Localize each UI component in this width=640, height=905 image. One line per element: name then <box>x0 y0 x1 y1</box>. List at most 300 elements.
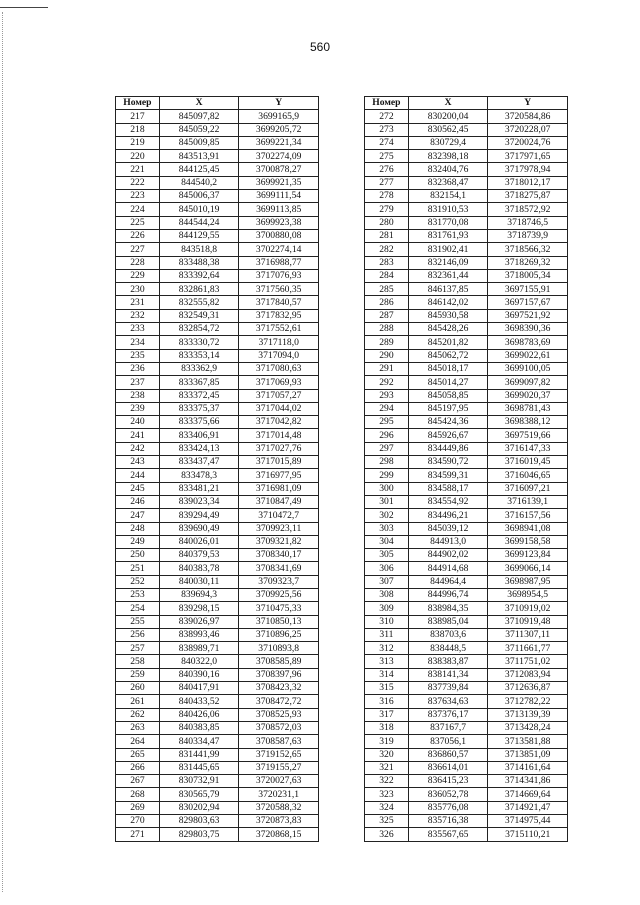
x-coordinate-cell: 839690,49 <box>159 522 239 535</box>
x-coordinate-cell: 832549,31 <box>159 309 239 322</box>
point-number-cell: 310 <box>365 615 409 628</box>
table-row <box>116 682 319 695</box>
y-coordinate-cell: 3717118,0 <box>239 336 319 349</box>
table-row <box>116 628 319 641</box>
table-row <box>365 376 568 389</box>
x-coordinate-cell: 831761,93 <box>408 229 488 242</box>
table-row <box>365 416 568 429</box>
point-number-cell: 257 <box>116 642 160 655</box>
x-coordinate-cell: 844540,2 <box>159 176 239 189</box>
x-coordinate-cell: 845009,85 <box>159 136 239 149</box>
table-row <box>116 522 319 535</box>
point-number-cell: 239 <box>116 402 160 415</box>
y-coordinate-cell: 3712636,87 <box>488 682 568 695</box>
table-row <box>365 123 568 136</box>
x-coordinate-cell: 840426,06 <box>159 708 239 721</box>
point-number-cell: 235 <box>116 349 160 362</box>
point-number-cell: 264 <box>116 735 160 748</box>
y-coordinate-cell: 3699921,35 <box>239 176 319 189</box>
table-row <box>116 389 319 402</box>
table-row <box>116 402 319 415</box>
x-coordinate-cell: 844913,0 <box>408 535 488 548</box>
y-coordinate-cell: 3710919,02 <box>488 602 568 615</box>
table-row <box>116 229 319 242</box>
y-coordinate-cell: 3699022,61 <box>488 349 568 362</box>
point-number-cell: 307 <box>365 575 409 588</box>
point-number-cell: 259 <box>116 668 160 681</box>
x-coordinate-cell: 845930,58 <box>408 309 488 322</box>
table-row <box>116 362 319 375</box>
y-coordinate-cell: 3720873,83 <box>239 815 319 828</box>
x-coordinate-cell: 839298,15 <box>159 602 239 615</box>
point-number-cell: 270 <box>116 815 160 828</box>
table-row <box>365 203 568 216</box>
table-row <box>365 695 568 708</box>
y-coordinate-cell: 3717076,93 <box>239 269 319 282</box>
table-row <box>365 549 568 562</box>
x-coordinate-cell: 838141,34 <box>408 668 488 681</box>
point-number-cell: 283 <box>365 256 409 269</box>
header-x: X <box>159 97 239 110</box>
y-coordinate-cell: 3709323,7 <box>239 575 319 588</box>
x-coordinate-cell: 834449,86 <box>408 442 488 455</box>
x-coordinate-cell: 830200,04 <box>408 110 488 123</box>
point-number-cell: 231 <box>116 296 160 309</box>
point-number-cell: 309 <box>365 602 409 615</box>
table-row <box>116 269 319 282</box>
point-number-cell: 292 <box>365 376 409 389</box>
x-coordinate-cell: 839294,49 <box>159 509 239 522</box>
table-row <box>365 628 568 641</box>
table-row <box>365 562 568 575</box>
table-row <box>116 602 319 615</box>
table-row <box>365 482 568 495</box>
table-row <box>365 362 568 375</box>
x-coordinate-cell: 831441,99 <box>159 748 239 761</box>
y-coordinate-cell: 3720868,15 <box>239 828 319 841</box>
x-coordinate-cell: 836052,78 <box>408 788 488 801</box>
y-coordinate-cell: 3710893,8 <box>239 642 319 655</box>
y-coordinate-cell: 3718275,87 <box>488 190 568 203</box>
x-coordinate-cell: 844914,68 <box>408 562 488 575</box>
table-row <box>365 110 568 123</box>
point-number-cell: 284 <box>365 269 409 282</box>
y-coordinate-cell: 3700878,27 <box>239 163 319 176</box>
x-coordinate-cell: 831902,41 <box>408 243 488 256</box>
y-coordinate-cell: 3718746,5 <box>488 216 568 229</box>
x-coordinate-cell: 837739,84 <box>408 682 488 695</box>
y-coordinate-cell: 3709321,82 <box>239 535 319 548</box>
x-coordinate-cell: 835567,65 <box>408 828 488 841</box>
x-coordinate-cell: 833372,45 <box>159 389 239 402</box>
table-row <box>365 456 568 469</box>
x-coordinate-cell: 832861,83 <box>159 283 239 296</box>
point-number-cell: 305 <box>365 549 409 562</box>
x-coordinate-cell: 840383,78 <box>159 562 239 575</box>
table-row <box>365 229 568 242</box>
x-coordinate-cell: 833367,85 <box>159 376 239 389</box>
point-number-cell: 224 <box>116 203 160 216</box>
point-number-cell: 226 <box>116 229 160 242</box>
x-coordinate-cell: 838989,71 <box>159 642 239 655</box>
table-row <box>116 442 319 455</box>
x-coordinate-cell: 833424,13 <box>159 442 239 455</box>
point-number-cell: 267 <box>116 775 160 788</box>
point-number-cell: 300 <box>365 482 409 495</box>
table-row <box>365 216 568 229</box>
x-coordinate-cell: 831910,53 <box>408 203 488 216</box>
x-coordinate-cell: 845201,82 <box>408 336 488 349</box>
table-row <box>116 721 319 734</box>
table-row <box>116 495 319 508</box>
header-number: Номер <box>116 97 160 110</box>
table-row <box>116 482 319 495</box>
point-number-cell: 217 <box>116 110 160 123</box>
x-coordinate-cell: 837056,1 <box>408 735 488 748</box>
y-coordinate-cell: 3708472,72 <box>239 695 319 708</box>
point-number-cell: 244 <box>116 469 160 482</box>
x-coordinate-cell: 845062,72 <box>408 349 488 362</box>
point-number-cell: 325 <box>365 815 409 828</box>
x-coordinate-cell: 844125,45 <box>159 163 239 176</box>
point-number-cell: 320 <box>365 748 409 761</box>
table-row <box>365 469 568 482</box>
point-number-cell: 258 <box>116 655 160 668</box>
point-number-cell: 276 <box>365 163 409 176</box>
point-number-cell: 282 <box>365 243 409 256</box>
point-number-cell: 251 <box>116 562 160 575</box>
table-row <box>365 336 568 349</box>
table-row <box>116 695 319 708</box>
y-coordinate-cell: 3714341,86 <box>488 775 568 788</box>
x-coordinate-cell: 845926,67 <box>408 429 488 442</box>
y-coordinate-cell: 3708340,17 <box>239 549 319 562</box>
table-row <box>116 761 319 774</box>
point-number-cell: 303 <box>365 522 409 535</box>
x-coordinate-cell: 833353,14 <box>159 349 239 362</box>
point-number-cell: 237 <box>116 376 160 389</box>
y-coordinate-cell: 3713851,09 <box>488 748 568 761</box>
table-header-row <box>365 97 568 110</box>
point-number-cell: 250 <box>116 549 160 562</box>
y-coordinate-cell: 3717840,57 <box>239 296 319 309</box>
x-coordinate-cell: 845039,12 <box>408 522 488 535</box>
point-number-cell: 256 <box>116 628 160 641</box>
x-coordinate-cell: 839023,34 <box>159 495 239 508</box>
point-number-cell: 225 <box>116 216 160 229</box>
point-number-cell: 265 <box>116 748 160 761</box>
y-coordinate-cell: 3716988,77 <box>239 256 319 269</box>
y-coordinate-cell: 3718005,34 <box>488 269 568 282</box>
x-coordinate-cell: 830202,94 <box>159 801 239 814</box>
x-coordinate-cell: 845010,19 <box>159 203 239 216</box>
table-row <box>116 655 319 668</box>
table-row <box>116 190 319 203</box>
point-number-cell: 248 <box>116 522 160 535</box>
point-number-cell: 318 <box>365 721 409 734</box>
y-coordinate-cell: 3708525,93 <box>239 708 319 721</box>
table-row <box>116 296 319 309</box>
table-row <box>365 602 568 615</box>
page-number: 560 <box>309 40 331 54</box>
header-y: Y <box>488 97 568 110</box>
coordinates-table-left <box>115 96 319 842</box>
point-number-cell: 297 <box>365 442 409 455</box>
y-coordinate-cell: 3714161,64 <box>488 761 568 774</box>
x-coordinate-cell: 837167,7 <box>408 721 488 734</box>
table-row <box>116 549 319 562</box>
x-coordinate-cell: 833488,38 <box>159 256 239 269</box>
y-coordinate-cell: 3717044,02 <box>239 402 319 415</box>
table-row <box>365 283 568 296</box>
x-coordinate-cell: 833481,21 <box>159 482 239 495</box>
table-row <box>116 429 319 442</box>
table-row <box>116 256 319 269</box>
y-coordinate-cell: 3710896,25 <box>239 628 319 641</box>
point-number-cell: 302 <box>365 509 409 522</box>
table-row <box>365 429 568 442</box>
point-number-cell: 219 <box>116 136 160 149</box>
x-coordinate-cell: 832146,09 <box>408 256 488 269</box>
x-coordinate-cell: 832404,76 <box>408 163 488 176</box>
x-coordinate-cell: 833392,64 <box>159 269 239 282</box>
point-number-cell: 234 <box>116 336 160 349</box>
point-number-cell: 294 <box>365 402 409 415</box>
point-number-cell: 317 <box>365 708 409 721</box>
coordinates-table-right <box>364 96 568 842</box>
point-number-cell: 296 <box>365 429 409 442</box>
table-row <box>365 522 568 535</box>
x-coordinate-cell: 832154,1 <box>408 190 488 203</box>
page-edge <box>2 12 3 892</box>
table-row <box>365 775 568 788</box>
y-coordinate-cell: 3714975,44 <box>488 815 568 828</box>
x-coordinate-cell: 840383,85 <box>159 721 239 734</box>
point-number-cell: 286 <box>365 296 409 309</box>
x-coordinate-cell: 840334,47 <box>159 735 239 748</box>
x-coordinate-cell: 833330,72 <box>159 336 239 349</box>
x-coordinate-cell: 839694,3 <box>159 588 239 601</box>
x-coordinate-cell: 838703,6 <box>408 628 488 641</box>
point-number-cell: 288 <box>365 323 409 336</box>
table-row <box>116 136 319 149</box>
x-coordinate-cell: 840417,91 <box>159 682 239 695</box>
x-coordinate-cell: 845428,26 <box>408 323 488 336</box>
point-number-cell: 252 <box>116 575 160 588</box>
y-coordinate-cell: 3717014,48 <box>239 429 319 442</box>
y-coordinate-cell: 3717042,82 <box>239 416 319 429</box>
y-coordinate-cell: 3698954,5 <box>488 588 568 601</box>
point-number-cell: 323 <box>365 788 409 801</box>
point-number-cell: 254 <box>116 602 160 615</box>
y-coordinate-cell: 3720024,76 <box>488 136 568 149</box>
table-row <box>365 442 568 455</box>
table-row <box>116 575 319 588</box>
y-coordinate-cell: 3717080,63 <box>239 362 319 375</box>
point-number-cell: 299 <box>365 469 409 482</box>
x-coordinate-cell: 846137,85 <box>408 283 488 296</box>
y-coordinate-cell: 3713428,24 <box>488 721 568 734</box>
table-row <box>365 828 568 841</box>
point-number-cell: 279 <box>365 203 409 216</box>
y-coordinate-cell: 3716019,45 <box>488 456 568 469</box>
y-coordinate-cell: 3709925,56 <box>239 588 319 601</box>
table-row <box>365 615 568 628</box>
point-number-cell: 261 <box>116 695 160 708</box>
x-coordinate-cell: 840026,01 <box>159 535 239 548</box>
x-coordinate-cell: 845059,22 <box>159 123 239 136</box>
table-row <box>116 283 319 296</box>
table-row <box>365 163 568 176</box>
x-coordinate-cell: 833362,9 <box>159 362 239 375</box>
point-number-cell: 319 <box>365 735 409 748</box>
y-coordinate-cell: 3711751,02 <box>488 655 568 668</box>
table-row <box>365 509 568 522</box>
x-coordinate-cell: 834588,17 <box>408 482 488 495</box>
table-row <box>116 708 319 721</box>
table-row <box>365 495 568 508</box>
y-coordinate-cell: 3714921,47 <box>488 801 568 814</box>
y-coordinate-cell: 3717560,35 <box>239 283 319 296</box>
y-coordinate-cell: 3698941,08 <box>488 522 568 535</box>
point-number-cell: 273 <box>365 123 409 136</box>
table-row <box>365 642 568 655</box>
y-coordinate-cell: 3708587,63 <box>239 735 319 748</box>
y-coordinate-cell: 3700880,08 <box>239 229 319 242</box>
point-number-cell: 322 <box>365 775 409 788</box>
y-coordinate-cell: 3699020,37 <box>488 389 568 402</box>
point-number-cell: 295 <box>365 416 409 429</box>
table-row <box>116 323 319 336</box>
y-coordinate-cell: 3708341,69 <box>239 562 319 575</box>
y-coordinate-cell: 3716147,33 <box>488 442 568 455</box>
table-row <box>365 735 568 748</box>
y-coordinate-cell: 3719155,27 <box>239 761 319 774</box>
x-coordinate-cell: 838985,04 <box>408 615 488 628</box>
point-number-cell: 227 <box>116 243 160 256</box>
table-row <box>116 801 319 814</box>
point-number-cell: 313 <box>365 655 409 668</box>
y-coordinate-cell: 3702274,14 <box>239 243 319 256</box>
y-coordinate-cell: 3716157,56 <box>488 509 568 522</box>
point-number-cell: 277 <box>365 176 409 189</box>
point-number-cell: 255 <box>116 615 160 628</box>
point-number-cell: 266 <box>116 761 160 774</box>
table-row <box>116 110 319 123</box>
x-coordinate-cell: 832854,72 <box>159 323 239 336</box>
x-coordinate-cell: 838448,5 <box>408 642 488 655</box>
x-coordinate-cell: 843518,8 <box>159 243 239 256</box>
y-coordinate-cell: 3697519,66 <box>488 429 568 442</box>
point-number-cell: 221 <box>116 163 160 176</box>
x-coordinate-cell: 838383,87 <box>408 655 488 668</box>
x-coordinate-cell: 844996,74 <box>408 588 488 601</box>
y-coordinate-cell: 3697157,67 <box>488 296 568 309</box>
x-coordinate-cell: 830732,91 <box>159 775 239 788</box>
x-coordinate-cell: 844544,24 <box>159 216 239 229</box>
y-coordinate-cell: 3697521,92 <box>488 309 568 322</box>
y-coordinate-cell: 3720027,63 <box>239 775 319 788</box>
table-row <box>365 668 568 681</box>
point-number-cell: 291 <box>365 362 409 375</box>
table-row <box>365 761 568 774</box>
table-row <box>365 136 568 149</box>
point-number-cell: 243 <box>116 456 160 469</box>
point-number-cell: 241 <box>116 429 160 442</box>
point-number-cell: 220 <box>116 150 160 163</box>
y-coordinate-cell: 3702274,09 <box>239 150 319 163</box>
point-number-cell: 236 <box>116 362 160 375</box>
x-coordinate-cell: 834599,31 <box>408 469 488 482</box>
x-coordinate-cell: 833375,66 <box>159 416 239 429</box>
point-number-cell: 314 <box>365 668 409 681</box>
point-number-cell: 271 <box>116 828 160 841</box>
y-coordinate-cell: 3713139,39 <box>488 708 568 721</box>
top-rule <box>0 7 48 8</box>
x-coordinate-cell: 844964,4 <box>408 575 488 588</box>
table-row <box>365 748 568 761</box>
x-coordinate-cell: 830729,4 <box>408 136 488 149</box>
point-number-cell: 260 <box>116 682 160 695</box>
point-number-cell: 232 <box>116 309 160 322</box>
y-coordinate-cell: 3710919,48 <box>488 615 568 628</box>
table-row <box>116 150 319 163</box>
table-row <box>116 735 319 748</box>
x-coordinate-cell: 833375,37 <box>159 402 239 415</box>
table-row <box>116 336 319 349</box>
y-coordinate-cell: 3716977,95 <box>239 469 319 482</box>
point-number-cell: 222 <box>116 176 160 189</box>
point-number-cell: 268 <box>116 788 160 801</box>
x-coordinate-cell: 839026,97 <box>159 615 239 628</box>
y-coordinate-cell: 3717027,76 <box>239 442 319 455</box>
table-row <box>365 801 568 814</box>
point-number-cell: 304 <box>365 535 409 548</box>
table-row <box>365 150 568 163</box>
x-coordinate-cell: 845014,27 <box>408 376 488 389</box>
x-coordinate-cell: 836860,57 <box>408 748 488 761</box>
point-number-cell: 275 <box>365 150 409 163</box>
y-coordinate-cell: 3711661,77 <box>488 642 568 655</box>
point-number-cell: 324 <box>365 801 409 814</box>
y-coordinate-cell: 3708572,03 <box>239 721 319 734</box>
point-number-cell: 289 <box>365 336 409 349</box>
x-coordinate-cell: 833478,3 <box>159 469 239 482</box>
x-coordinate-cell: 829803,75 <box>159 828 239 841</box>
point-number-cell: 245 <box>116 482 160 495</box>
x-coordinate-cell: 840322,0 <box>159 655 239 668</box>
table-row <box>365 575 568 588</box>
table-row <box>365 655 568 668</box>
y-coordinate-cell: 3699221,34 <box>239 136 319 149</box>
point-number-cell: 242 <box>116 442 160 455</box>
y-coordinate-cell: 3717069,93 <box>239 376 319 389</box>
table-row <box>365 721 568 734</box>
x-coordinate-cell: 840390,16 <box>159 668 239 681</box>
x-coordinate-cell: 829803,63 <box>159 815 239 828</box>
point-number-cell: 321 <box>365 761 409 774</box>
point-number-cell: 311 <box>365 628 409 641</box>
point-number-cell: 272 <box>365 110 409 123</box>
point-number-cell: 326 <box>365 828 409 841</box>
table-row <box>116 309 319 322</box>
point-number-cell: 306 <box>365 562 409 575</box>
point-number-cell: 287 <box>365 309 409 322</box>
x-coordinate-cell: 845197,95 <box>408 402 488 415</box>
point-number-cell: 316 <box>365 695 409 708</box>
table-row <box>116 775 319 788</box>
point-number-cell: 269 <box>116 801 160 814</box>
